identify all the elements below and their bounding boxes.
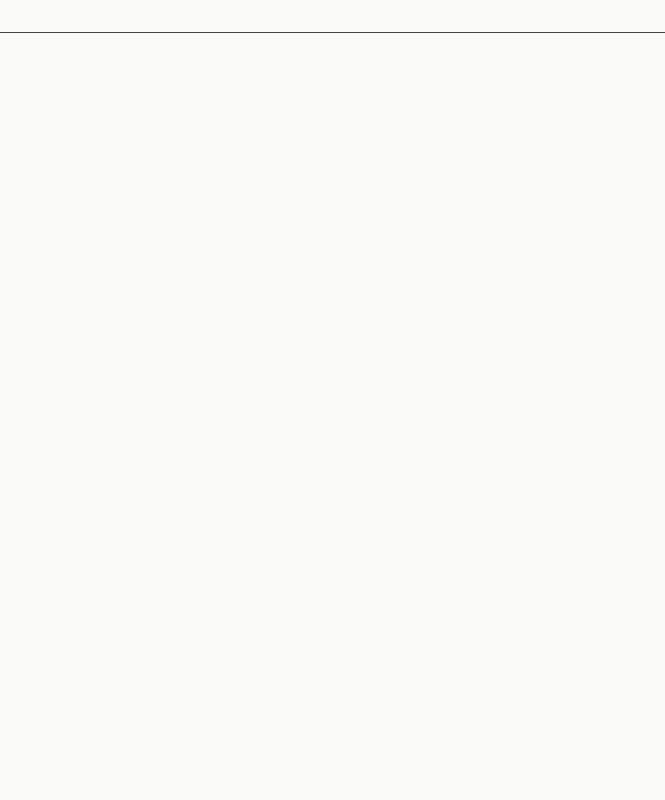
legend — [410, 675, 418, 681]
